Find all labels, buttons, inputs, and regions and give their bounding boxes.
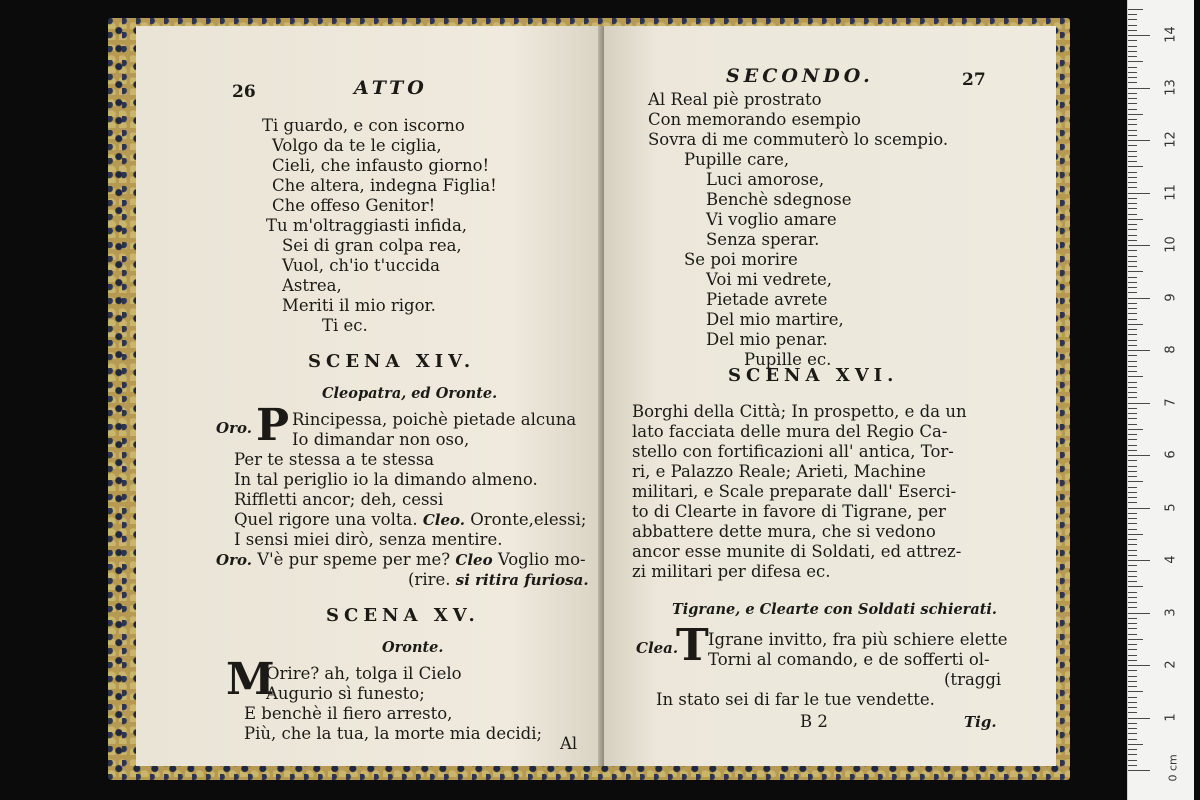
ruler-unit-label: 0 cm: [1166, 754, 1180, 782]
dialogue-text: (rire.: [408, 570, 451, 589]
ruler-tick: [1128, 266, 1137, 267]
ruler-tick: [1128, 355, 1137, 356]
ruler-tick: [1128, 455, 1150, 456]
ruler-tick: [1128, 497, 1137, 498]
verse-line: Meriti il mio rigor.: [282, 296, 436, 315]
ruler-tick: [1128, 124, 1137, 125]
verse-line: Vi voglio amare: [706, 210, 837, 229]
verse-line: Luci amorose,: [706, 170, 825, 189]
ruler-tick: [1128, 723, 1137, 724]
ruler-tick: [1128, 534, 1143, 535]
ruler-tick: [1128, 744, 1143, 745]
ruler-tick: [1128, 261, 1137, 262]
speaker-label: Oro.: [216, 419, 252, 437]
ruler-tick: [1128, 513, 1137, 514]
dialogue-line: [234, 510, 586, 530]
ruler-tick: [1128, 376, 1143, 377]
ruler-tick: [1128, 639, 1143, 640]
speaker-label: Cleo.: [422, 511, 465, 529]
dialogue-line: I sensi miei dirò, senza mentire.: [234, 530, 503, 549]
ruler-tick: [1128, 765, 1137, 766]
dialogue-line: Riffletti ancor; deh, cessi: [234, 490, 444, 509]
ruler-tick: [1128, 329, 1137, 330]
ruler-tick: [1128, 691, 1143, 692]
ruler-tick: [1128, 712, 1137, 713]
ruler-tick: [1128, 30, 1137, 31]
ruler-tick: [1128, 466, 1137, 467]
ruler-tick: [1128, 35, 1150, 36]
ruler-tick: [1128, 308, 1137, 309]
ruler-tick: [1128, 67, 1137, 68]
ruler-tick: [1128, 72, 1137, 73]
verse-line: Senza sperar.: [706, 230, 820, 249]
right-page: [604, 26, 1056, 766]
scene-setting-line: militari, e Scale preparate dall' Eserci-: [632, 482, 957, 501]
ruler-tick: [1128, 681, 1137, 682]
scene-characters: Cleopatra, ed Oronte.: [322, 385, 498, 402]
ruler-tick: [1128, 208, 1137, 209]
ruler-tick: [1128, 287, 1137, 288]
ruler-tick: [1128, 93, 1137, 94]
ruler-number: 8: [1163, 345, 1179, 354]
ruler-tick: [1128, 586, 1143, 587]
ruler-tick: [1128, 597, 1137, 598]
ruler-tick: [1128, 250, 1137, 251]
ruler-tick: [1128, 623, 1137, 624]
dialogue-line: Io dimandar non oso,: [292, 430, 470, 449]
ruler-tick: [1128, 229, 1137, 230]
ruler-tick: [1128, 203, 1137, 204]
ruler-tick: [1128, 193, 1150, 194]
ruler-tick: [1128, 613, 1150, 614]
scene-title: SCENA XIV.: [308, 351, 476, 372]
dialogue-line: Rincipessa, poichè pietade alcuna: [292, 410, 577, 429]
dialogue-line: In tal periglio io la dimando almeno.: [234, 470, 538, 489]
verse-line: Pietade avrete: [706, 290, 828, 309]
ruler-tick: [1128, 334, 1137, 335]
ruler-tick: [1128, 119, 1137, 120]
ruler-number: 9: [1163, 292, 1179, 302]
ruler-tick: [1128, 303, 1137, 304]
ruler-tick: [1128, 109, 1137, 110]
ruler-tick: [1128, 140, 1150, 141]
ruler-tick: [1128, 46, 1137, 47]
ruler-tick: [1128, 571, 1137, 572]
stage-direction: si ritira furiosa.: [455, 571, 589, 589]
ruler-tick: [1128, 282, 1137, 283]
verse-line: Al Real piè prostrato: [648, 90, 822, 109]
verse-line: Ti ec.: [322, 316, 368, 335]
ruler-tick: [1128, 476, 1137, 477]
ruler-tick: [1128, 130, 1137, 131]
ruler-number: 11: [1163, 183, 1179, 201]
ruler-tick: [1128, 40, 1137, 41]
ruler-tick: [1128, 219, 1143, 220]
verse-line: Che offeso Genitor!: [272, 196, 436, 215]
catchword: Al: [560, 734, 578, 753]
ruler-tick: [1128, 172, 1137, 173]
ruler-tick: [1128, 198, 1137, 199]
ruler-tick: [1128, 760, 1137, 761]
ruler-tick: [1128, 413, 1137, 414]
ruler-tick: [1128, 670, 1137, 671]
ruler-number: 3: [1163, 607, 1179, 617]
ruler-tick: [1128, 340, 1137, 341]
ruler-tick: [1128, 82, 1137, 83]
ruler-tick: [1128, 565, 1137, 566]
verse-line: Ti guardo, e con iscorno: [262, 116, 465, 135]
dialogue-line: Più, che la tua, la morte mia decidi;: [244, 724, 543, 743]
ruler-tick: [1128, 156, 1137, 157]
ruler-tick: [1128, 235, 1137, 236]
ruler-tick: [1128, 19, 1137, 20]
ruler-tick: [1128, 298, 1150, 299]
drop-cap: P: [256, 400, 290, 451]
ruler-tick: [1128, 655, 1137, 656]
ruler-tick: [1128, 508, 1150, 509]
ruler-tick: [1128, 56, 1137, 57]
ruler-tick: [1128, 361, 1137, 362]
ruler-tick: [1128, 114, 1143, 115]
ruler-tick: [1128, 403, 1150, 404]
ruler-tick: [1128, 434, 1137, 435]
ruler-tick: [1128, 61, 1143, 62]
ruler-tick: [1128, 9, 1143, 10]
verse-line: Che altera, indegna Figlia!: [272, 176, 497, 195]
ruler-tick: [1128, 98, 1137, 99]
scene-setting-line: stello con fortificazioni all' antica, Tor-: [632, 442, 954, 461]
ruler-tick: [1128, 539, 1137, 540]
page-number-right: 27: [962, 70, 986, 90]
drop-cap: T: [676, 620, 709, 671]
ruler-number: 2: [1163, 660, 1179, 669]
ruler-tick: [1128, 702, 1137, 703]
dialogue-line: Per te stessa a te stessa: [234, 450, 435, 469]
ruler-tick: [1128, 387, 1137, 388]
ruler-tick: [1128, 366, 1137, 367]
dialogue-text: Voglio mo-: [497, 550, 586, 569]
ruler-tick: [1128, 728, 1137, 729]
verse-line: Tu m'oltraggiasti infida,: [266, 216, 468, 235]
ruler-tick: [1128, 492, 1137, 493]
dialogue-line: In stato sei di far le tue vendette.: [656, 690, 935, 709]
ruler-tick: [1128, 392, 1137, 393]
verse-line: Volgo da te le ciglia,: [272, 136, 442, 155]
ruler-tick: [1128, 754, 1137, 755]
ruler-tick: [1128, 523, 1137, 524]
ruler-tick: [1128, 555, 1137, 556]
ruler-tick: [1128, 471, 1137, 472]
ruler-tick: [1128, 576, 1137, 577]
ruler-tick: [1128, 271, 1143, 272]
ruler-tick: [1128, 256, 1137, 257]
verse-line: Con memorando esempio: [648, 110, 861, 129]
verse-line: Sei di gran colpa rea,: [282, 236, 462, 255]
ruler-tick: [1128, 607, 1137, 608]
ruler-tick: [1128, 618, 1137, 619]
running-head-left: ATTO: [354, 77, 428, 99]
scene-setting-line: lato facciata delle mura del Regio Ca-: [632, 422, 948, 441]
signature-mark: B 2: [800, 712, 828, 731]
verse-line: Pupille care,: [684, 150, 790, 169]
verse-line: Vuol, ch'io t'uccida: [282, 256, 440, 275]
left-page: [136, 26, 604, 766]
scene-title: SCENA XV.: [326, 605, 480, 626]
ruler-number: 5: [1163, 502, 1179, 512]
dialogue-line: [216, 550, 586, 570]
ruler-tick: [1128, 529, 1137, 530]
ruler-tick: [1128, 408, 1137, 409]
ruler-number: 12: [1163, 131, 1179, 148]
ruler-tick: [1128, 665, 1150, 666]
verse-line: Sovra di me commuterò lo scempio.: [648, 130, 949, 149]
ruler-tick: [1128, 487, 1137, 488]
verse-line: Astrea,: [282, 276, 342, 295]
ruler-tick: [1128, 166, 1143, 167]
ruler-tick: [1128, 424, 1137, 425]
scene-setting-line: to di Clearte in favore di Tigrane, per: [632, 502, 946, 521]
ruler-tick: [1128, 628, 1137, 629]
ruler-tick: [1128, 644, 1137, 645]
ruler-number: 10: [1163, 236, 1179, 253]
dialogue-line: Torni al comando, e de sofferti ol-: [708, 650, 990, 669]
verse-line: Del mio martire,: [706, 310, 844, 329]
speaker-label: Oro.: [216, 551, 252, 569]
catchword: Tig.: [964, 713, 997, 731]
ruler-tick: [1128, 187, 1137, 188]
page-number-left: 26: [232, 82, 256, 102]
ruler-number: 13: [1163, 78, 1179, 96]
speaker-label: Clea.: [636, 639, 679, 657]
ruler-tick: [1128, 634, 1137, 635]
ruler-tick: [1128, 429, 1143, 430]
dialogue-line: (traggi: [944, 670, 1002, 689]
ruler-tick: [1128, 214, 1137, 215]
ruler-tick: [1128, 707, 1137, 708]
ruler-tick: [1128, 733, 1137, 734]
dialogue-line: [408, 570, 589, 590]
ruler-tick: [1128, 14, 1137, 15]
ruler-tick: [1128, 450, 1137, 451]
ruler-tick: [1128, 697, 1137, 698]
ruler-number: 14: [1163, 26, 1179, 43]
ruler-tick: [1128, 292, 1137, 293]
ruler-tick: [1128, 649, 1137, 650]
ruler-tick: [1128, 660, 1137, 661]
ruler-tick: [1128, 581, 1137, 582]
scene-characters: Oronte.: [382, 639, 444, 656]
ruler-tick: [1128, 686, 1137, 687]
ruler-tick: [1128, 103, 1137, 104]
dialogue-text: V'è pur speme per me?: [257, 550, 451, 569]
ruler-tick: [1128, 550, 1137, 551]
ruler-tick: [1128, 718, 1150, 719]
ruler-number: 1: [1163, 712, 1179, 722]
ruler-tick: [1128, 319, 1137, 320]
ruler-number: 6: [1163, 450, 1179, 459]
ruler-tick: [1128, 518, 1137, 519]
ruler-tick: [1128, 51, 1137, 52]
ruler-tick: [1128, 177, 1137, 178]
ruler-tick: [1128, 350, 1150, 351]
scene-setting-line: ri, e Palazzo Reale; Arieti, Machine: [632, 462, 926, 481]
ruler-tick: [1128, 560, 1150, 561]
running-head-right: SECONDO.: [726, 65, 874, 87]
dialogue-line: Augurio sì funesto;: [266, 684, 425, 703]
ruler-tick: [1128, 382, 1137, 383]
verse-line: Benchè sdegnose: [706, 190, 852, 209]
ruler-tick: [1128, 371, 1137, 372]
ruler-tick: [1128, 439, 1137, 440]
dialogue-text: Quel rigore una volta.: [234, 510, 418, 529]
scene-setting-line: abbattere dette mura, che si vedono: [632, 522, 936, 541]
ruler-tick: [1128, 502, 1137, 503]
scene-characters: Tigrane, e Clearte con Soldati schierati.: [672, 601, 997, 618]
ruler-tick: [1128, 151, 1137, 152]
ruler-tick: [1128, 224, 1137, 225]
ruler-tick: [1128, 277, 1137, 278]
scene-title: SCENA XVI.: [728, 365, 899, 386]
scene-setting-line: zi militari per difesa ec.: [632, 562, 831, 581]
ruler-tick: [1128, 445, 1137, 446]
ruler-tick: [1128, 182, 1137, 183]
ruler-tick: [1128, 544, 1137, 545]
ruler-tick: [1128, 418, 1137, 419]
measuring-ruler: [1127, 0, 1194, 800]
verse-line: Del mio penar.: [706, 330, 828, 349]
ruler-tick: [1128, 749, 1137, 750]
ruler-tick: [1128, 397, 1137, 398]
ruler-tick: [1128, 770, 1150, 771]
verse-line: Cieli, che infausto giorno!: [272, 156, 490, 175]
scene-setting-line: Borghi della Città; In prospetto, e da un: [632, 402, 967, 421]
ruler-tick: [1128, 592, 1137, 593]
dialogue-line: E benchè il fiero arresto,: [244, 704, 453, 723]
ruler-tick: [1128, 240, 1137, 241]
scene-setting-line: ancor esse munite di Soldati, ed attrez-: [632, 542, 962, 561]
ruler-tick: [1128, 161, 1137, 162]
ruler-tick: [1128, 25, 1137, 26]
verse-line: Se poi morire: [684, 250, 798, 269]
ruler-tick: [1128, 145, 1137, 146]
ruler-number: 7: [1163, 397, 1179, 407]
verse-line: Pupille ec.: [744, 350, 832, 369]
ruler-tick: [1128, 481, 1143, 482]
ruler-tick: [1128, 460, 1137, 461]
dialogue-line: Orire? ah, tolga il Cielo: [266, 664, 462, 683]
ruler-tick: [1128, 345, 1137, 346]
ruler-tick: [1128, 676, 1137, 677]
ruler-tick: [1128, 245, 1150, 246]
speaker-label: Cleo: [455, 551, 493, 569]
dialogue-line: Igrane invitto, fra più schiere elette: [708, 630, 1008, 649]
drop-cap: M: [226, 654, 275, 705]
ruler-tick: [1128, 88, 1150, 89]
ruler-tick: [1128, 77, 1137, 78]
ruler-number: 4: [1163, 555, 1179, 564]
ruler-tick: [1128, 602, 1137, 603]
ruler-tick: [1128, 135, 1137, 136]
verse-line: Voi mi vedrete,: [706, 270, 832, 289]
ruler-tick: [1128, 324, 1143, 325]
ruler-tick: [1128, 313, 1137, 314]
ruler-tick: [1128, 739, 1137, 740]
dialogue-text: Oronte,elessi;: [470, 510, 587, 529]
